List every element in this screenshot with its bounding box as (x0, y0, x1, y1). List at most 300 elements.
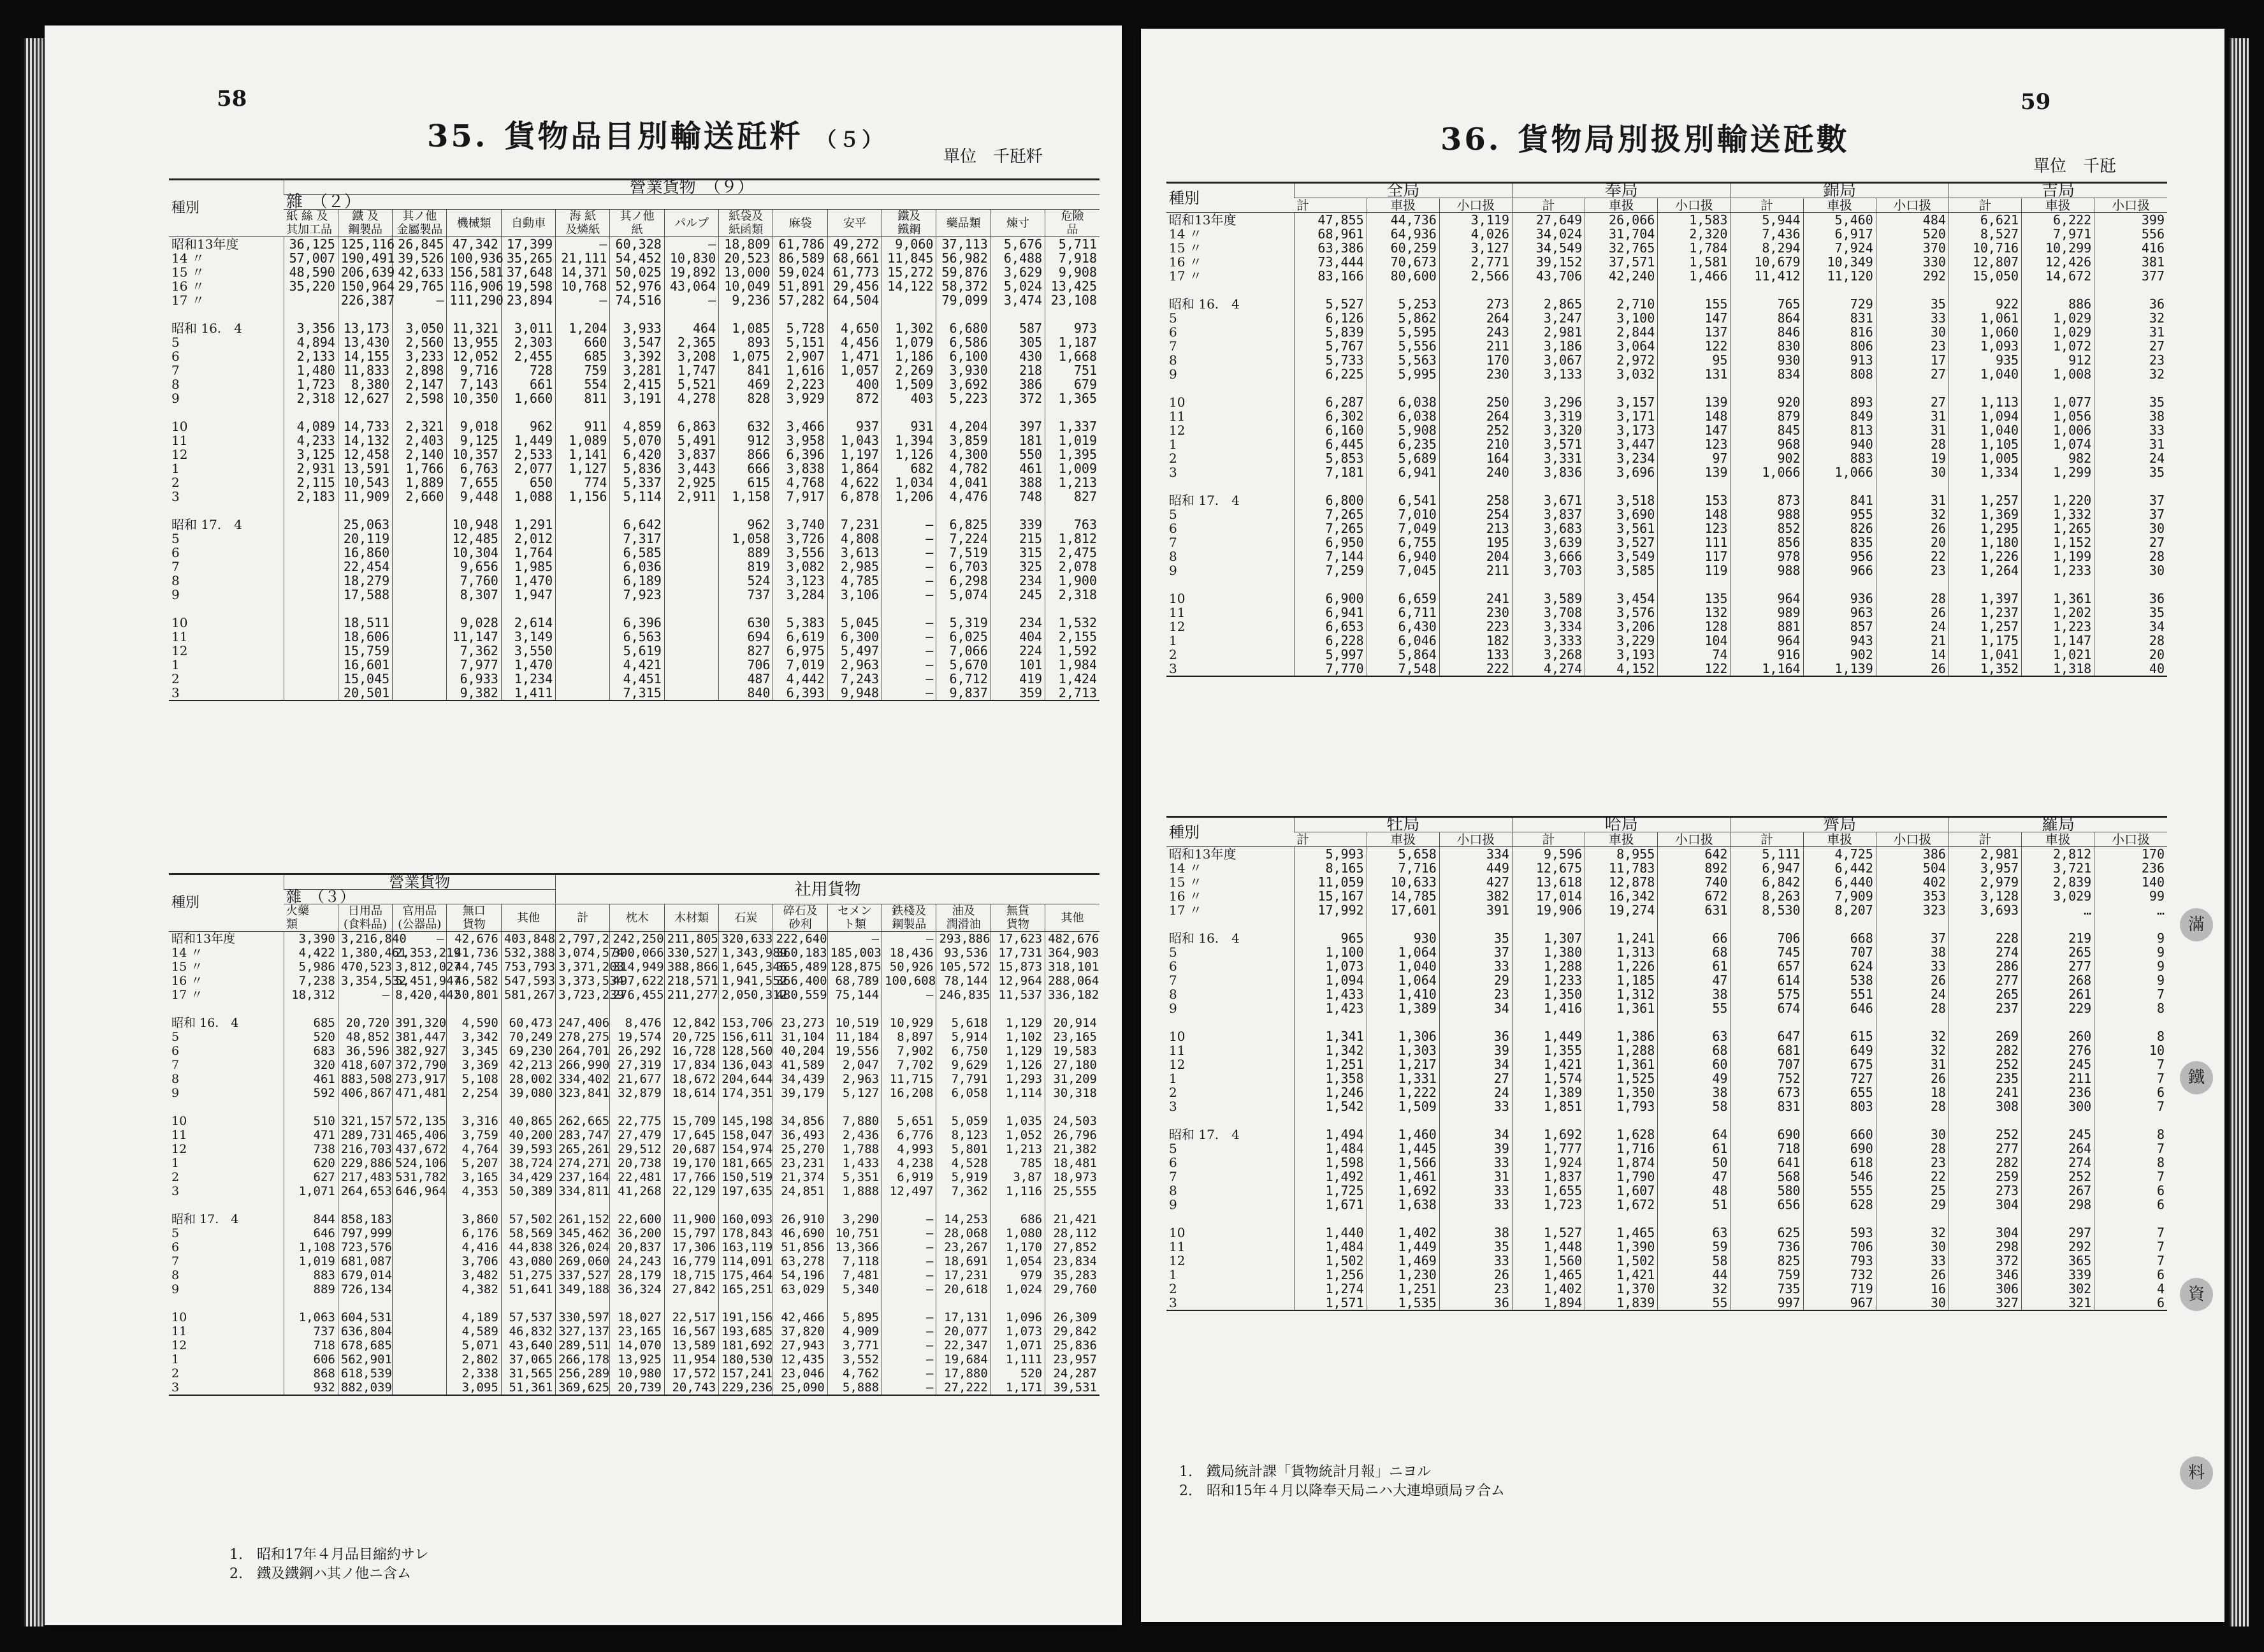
column-header: 鐵 及 鋼製品 (338, 210, 392, 237)
data-cell: 259 (1948, 1170, 2021, 1184)
spacer-cell (991, 1198, 1045, 1212)
data-cell: 38 (1876, 945, 1948, 959)
data-cell: 18,973 (1045, 1170, 1099, 1184)
data-cell: 10,049 (719, 279, 773, 293)
title-text: 貨物品目別輸送瓩粁 (504, 119, 803, 154)
data-cell: 6,659 (1367, 591, 1439, 605)
data-cell: 293,886 (936, 932, 991, 946)
data-cell: 35 (1876, 297, 1948, 311)
data-cell: 728 (501, 363, 555, 377)
data-cell: 2,865 (1512, 297, 1585, 311)
spacer-cell (827, 1100, 882, 1114)
data-cell: 25,836 (1045, 1338, 1099, 1352)
data-cell: 940 (1803, 437, 1876, 451)
table-row (1166, 1184, 2167, 1198)
table-row (169, 546, 1099, 560)
data-cell: 252 (1439, 423, 1512, 437)
data-cell (556, 686, 610, 700)
data-cell: 1,402 (1367, 1226, 1439, 1240)
row-label: 3 (1169, 465, 1177, 480)
data-cell: 6,585 (610, 546, 664, 560)
data-cell: 3,074,574 (556, 946, 610, 960)
row-label: 8 (171, 573, 180, 588)
column-header: 車扱 (1803, 198, 1876, 213)
data-cell: — (882, 1338, 936, 1352)
table-row (169, 1030, 1099, 1044)
spacer-cell (1803, 577, 1876, 591)
data-cell: 641 (1731, 1156, 1803, 1170)
table-row (1166, 1268, 2167, 1282)
data-cell: 1,350 (1585, 1085, 1658, 1099)
table-row (169, 1044, 1099, 1058)
spacer-cell (338, 1198, 392, 1212)
data-cell: 23 (1439, 1282, 1512, 1296)
spacer-cell (719, 405, 773, 419)
row-label: 9 (171, 1282, 180, 1296)
data-cell: — (556, 293, 610, 307)
data-cell: 31,104 (773, 1030, 827, 1044)
data-cell: 3,696 (1585, 465, 1658, 479)
data-cell: 2,403 (393, 433, 447, 447)
data-cell: 23 (2094, 353, 2167, 367)
data-cell: 11,059 (1294, 875, 1367, 889)
data-cell: 1,793 (1585, 1099, 1658, 1113)
data-cell: 28,112 (1045, 1226, 1099, 1240)
data-cell: 1,480 (284, 363, 338, 377)
row-label: 17 〃 (1169, 268, 1202, 284)
data-cell: 955 (1803, 507, 1876, 521)
library-stamp: 滿 (2180, 908, 2213, 941)
row-label: 8 (171, 1268, 180, 1282)
table-row (1166, 549, 2167, 563)
data-cell: — (882, 686, 936, 700)
data-cell: 3,589 (1512, 591, 1585, 605)
data-cell: 300 (2022, 1099, 2094, 1113)
data-cell: 3,392 (610, 349, 664, 363)
data-cell: 264,701 (556, 1044, 610, 1058)
data-cell: 1,116 (991, 1184, 1045, 1198)
data-cell: 902 (1731, 451, 1803, 465)
data-cell: 63 (1658, 1029, 1731, 1043)
data-cell: 44,736 (1367, 213, 1439, 228)
data-cell: 1,460 (1367, 1127, 1439, 1141)
data-cell: 856 (1731, 535, 1803, 549)
spacer-cell (1367, 283, 1439, 297)
spacer-cell (1948, 917, 2021, 931)
row-label: 11 (1169, 1043, 1186, 1058)
data-cell: 23,165 (610, 1324, 664, 1338)
data-cell: 846 (1731, 325, 1803, 339)
data-cell: 11,909 (338, 489, 392, 504)
data-cell: 3,354,532 (338, 974, 392, 988)
data-cell: 6,586 (936, 335, 991, 349)
spacer-cell (2094, 917, 2167, 931)
data-cell: 268 (2022, 973, 2094, 987)
data-cell: 243 (1439, 325, 1512, 339)
data-cell: 2,660 (393, 489, 447, 504)
data-cell: 6,235 (1367, 437, 1439, 451)
data-cell: 1,057 (827, 363, 882, 377)
data-cell: 13,925 (610, 1352, 664, 1366)
row-label: 8 (171, 377, 180, 392)
spacer-row (1166, 577, 2167, 591)
data-cell: 4,650 (827, 321, 882, 335)
data-cell: 47,855 (1294, 213, 1367, 228)
bureau-header: 齊局 (1731, 817, 1948, 832)
data-cell: 5,986 (284, 960, 338, 974)
data-cell: — (882, 644, 936, 658)
spacer-cell (936, 504, 991, 518)
table-36-upper (1166, 182, 2167, 677)
data-cell: 406,867 (338, 1086, 392, 1100)
data-cell: 386 (1876, 847, 1948, 862)
data-cell: 7,924 (1803, 241, 1876, 255)
data-cell: 3,268 (1512, 648, 1585, 662)
data-cell: 404 (991, 630, 1045, 644)
data-cell: 370 (1876, 241, 1948, 255)
row-label: 11 (171, 433, 188, 448)
column-header: 石炭 (719, 904, 773, 932)
data-cell: 37 (2094, 507, 2167, 521)
data-cell: 60,473 (501, 1016, 555, 1030)
data-cell (393, 532, 447, 546)
data-cell (393, 1380, 447, 1395)
table-row (1166, 634, 2167, 648)
row-label: 10 (1169, 1029, 1186, 1044)
data-cell: 33 (1439, 1184, 1512, 1198)
data-cell: 1,288 (1512, 959, 1585, 973)
column-header: 枕木 (610, 904, 664, 932)
data-cell: 5,801 (936, 1142, 991, 1156)
data-cell: 79,099 (936, 293, 991, 307)
data-cell: 5,839 (1294, 325, 1367, 339)
data-cell: 1,888 (827, 1184, 882, 1198)
data-cell: 642 (1658, 847, 1731, 862)
spacer-cell (1294, 479, 1367, 493)
row-label: 7 (171, 1058, 180, 1072)
column-header: 紙袋及 紙函類 (719, 210, 773, 237)
data-cell: 269 (1948, 1029, 2021, 1043)
data-cell: 1,864 (827, 461, 882, 475)
data-cell: 4,782 (936, 461, 991, 475)
data-cell: 6,038 (1367, 395, 1439, 409)
data-cell: 57,282 (773, 293, 827, 307)
spacer-cell (393, 504, 447, 518)
data-cell: 803 (1803, 1099, 1876, 1113)
spacer-cell (936, 307, 991, 321)
data-cell: 886 (2022, 297, 2094, 311)
data-cell: 8,207 (1803, 903, 1876, 917)
data-cell: 964 (1731, 634, 1803, 648)
data-cell: 2,133 (284, 349, 338, 363)
data-cell: 12,878 (1585, 875, 1658, 889)
spacer-cell (1294, 1212, 1367, 1226)
unit-label: 單位 千瓩粁 (943, 147, 1043, 166)
data-cell: 17,014 (1512, 889, 1585, 903)
data-cell: 11,120 (1803, 269, 1876, 283)
row-label: 5 (1169, 507, 1177, 522)
data-cell: 128,560 (719, 1044, 773, 1058)
data-cell: 4,894 (284, 335, 338, 349)
spacer-cell (2094, 479, 2167, 493)
data-cell (284, 532, 338, 546)
data-cell (284, 630, 338, 644)
spacer-cell (1166, 1113, 1294, 1127)
data-cell: 3,316 (447, 1114, 501, 1128)
row-label: 11 (171, 1128, 187, 1142)
data-cell: 4,421 (610, 658, 664, 672)
spacer-cell (1585, 283, 1658, 297)
data-cell: 37,571 (1585, 255, 1658, 269)
column-header: 機械類 (447, 210, 501, 237)
data-cell: 28 (1876, 591, 1948, 605)
table-row (1166, 1170, 2167, 1184)
spacer-cell (1045, 602, 1099, 616)
data-cell: 7,045 (1367, 563, 1439, 577)
data-cell: 912 (2022, 353, 2094, 367)
data-cell: 234 (991, 574, 1045, 588)
spacer-cell (719, 307, 773, 321)
data-cell: 1,984 (1045, 658, 1099, 672)
data-cell: 1,185 (1585, 973, 1658, 987)
data-cell: 11,783 (1585, 861, 1658, 875)
data-cell: 882,039 (338, 1380, 392, 1395)
data-cell (393, 1240, 447, 1254)
data-cell: 46,582 (447, 974, 501, 988)
data-cell: 24 (1876, 620, 1948, 634)
data-cell: 1,234 (501, 672, 555, 686)
data-cell: 58 (1658, 1254, 1731, 1268)
data-cell: 12,807 (1948, 255, 2021, 269)
data-cell: 19,598 (501, 279, 555, 293)
spacer-cell (169, 1100, 284, 1114)
data-cell: 10,948 (447, 518, 501, 532)
spacer-cell (393, 1296, 447, 1310)
spacer-cell (719, 1002, 773, 1016)
data-cell: 95 (1658, 353, 1731, 367)
data-cell: 372 (1948, 1254, 2021, 1268)
data-cell: 18,672 (664, 1072, 718, 1086)
data-cell: 30 (1876, 325, 1948, 339)
spacer-row (1166, 381, 2167, 395)
data-cell: 732 (1803, 1268, 1876, 1282)
data-cell: — (664, 293, 718, 307)
data-cell: 6,038 (1367, 409, 1439, 423)
data-cell: 4,238 (882, 1156, 936, 1170)
notes (229, 1546, 429, 1584)
spacer-row (169, 1100, 1099, 1114)
data-cell: 18,312 (284, 988, 338, 1002)
data-cell: 345,462 (556, 1226, 610, 1240)
row-label: 6 (1169, 1155, 1177, 1170)
spacer-cell (610, 405, 664, 419)
data-cell: 5,895 (827, 1310, 882, 1324)
data-cell: 20,720 (338, 1016, 392, 1030)
data-cell: 1,230 (1367, 1268, 1439, 1282)
data-cell: 27,180 (1045, 1058, 1099, 1072)
data-cell: 381 (2094, 255, 2167, 269)
title-suffix: （５） (816, 127, 885, 152)
data-cell: 6,058 (936, 1086, 991, 1100)
data-cell: 1,005 (1948, 451, 2021, 465)
column-header: 其ノ他 紙 (610, 210, 664, 237)
spacer-cell (1294, 577, 1367, 591)
data-cell: 3,547 (610, 335, 664, 349)
data-cell: 437,672 (393, 1142, 447, 1156)
column-header: 車扱 (1803, 832, 1876, 847)
data-cell: 1,692 (1367, 1184, 1439, 1198)
spacer-cell (664, 1296, 718, 1310)
column-header: パルプ (664, 210, 718, 237)
data-cell: 2,318 (284, 391, 338, 405)
data-cell: 1,226 (1585, 959, 1658, 973)
data-cell: 1,361 (2022, 591, 2094, 605)
data-cell: — (882, 532, 936, 546)
spacer-cell (501, 504, 555, 518)
data-cell: 655 (1803, 1085, 1876, 1099)
spacer-cell (1731, 479, 1803, 493)
data-cell: 679,014 (338, 1268, 392, 1282)
data-cell: 4,476 (936, 489, 991, 504)
data-cell: 264 (1439, 409, 1512, 423)
data-cell: 219 (2022, 931, 2094, 945)
data-cell: 3,859 (936, 433, 991, 447)
data-cell (284, 546, 338, 560)
data-cell: 41,736 (447, 946, 501, 960)
data-cell (284, 644, 338, 658)
data-cell: 4,382 (447, 1282, 501, 1296)
data-cell: 1,466 (1658, 269, 1731, 283)
data-cell: 1,416 (1512, 1001, 1585, 1015)
data-cell: 26 (1439, 1268, 1512, 1282)
data-cell: 153,706 (719, 1016, 773, 1030)
bureau-header: 錦局 (1731, 183, 1948, 198)
data-cell: 1,147 (2022, 634, 2094, 648)
data-cell: 683 (284, 1044, 338, 1058)
data-cell (556, 658, 610, 672)
data-cell: 213 (1439, 521, 1512, 535)
row-label: 15 〃 (171, 960, 203, 974)
spacer-cell (1166, 283, 1294, 297)
spacer-cell (1367, 479, 1439, 493)
data-cell: 23 (1876, 1156, 1948, 1170)
data-cell: 283,747 (556, 1128, 610, 1142)
data-cell: 23,957 (1045, 1352, 1099, 1366)
data-cell: 11,321 (447, 321, 501, 335)
data-cell: 116,906 (447, 279, 501, 293)
data-cell: 27,479 (610, 1128, 664, 1142)
data-cell: 128,875 (827, 960, 882, 974)
data-cell: 17,588 (338, 588, 392, 602)
data-cell: 119 (1658, 563, 1731, 577)
data-cell: 4,456 (827, 335, 882, 349)
data-cell: 37,065 (501, 1352, 555, 1366)
data-cell: 16,728 (664, 1044, 718, 1058)
data-cell (284, 560, 338, 574)
data-cell (556, 644, 610, 658)
data-cell: 12,627 (338, 391, 392, 405)
data-cell: 32 (1658, 1282, 1731, 1296)
data-cell (284, 686, 338, 700)
data-cell: 26 (1876, 605, 1948, 620)
data-cell: 3,726 (773, 532, 827, 546)
row-label: 12 (171, 1338, 187, 1352)
data-cell: 128 (1658, 620, 1731, 634)
data-cell: 19,684 (936, 1352, 991, 1366)
data-cell: 206,639 (338, 265, 392, 279)
data-cell: 3,740 (773, 518, 827, 532)
data-cell: 230 (1439, 367, 1512, 381)
data-cell: 7,238 (284, 974, 338, 988)
spacer-cell (1367, 577, 1439, 591)
data-cell: 1,424 (1045, 672, 1099, 686)
data-cell: 20 (2094, 648, 2167, 662)
data-cell: 269,060 (556, 1254, 610, 1268)
data-cell: 630 (719, 616, 773, 630)
row-label: 1 (1169, 633, 1177, 648)
data-cell: 7,049 (1367, 521, 1439, 535)
data-cell: 386 (991, 377, 1045, 391)
page-number: 58 (217, 86, 247, 112)
column-header: 安平 (827, 210, 882, 237)
data-cell: 34,024 (1512, 227, 1585, 241)
data-cell: — (882, 932, 936, 946)
data-cell: 237,164 (556, 1170, 610, 1184)
data-cell: 60 (1658, 1057, 1731, 1071)
data-cell: 133 (1439, 648, 1512, 662)
spacer-cell (1166, 479, 1294, 493)
spacer-cell (610, 1198, 664, 1212)
data-cell: 182 (1439, 634, 1512, 648)
data-cell (556, 630, 610, 644)
spacer-cell (1367, 917, 1439, 931)
data-cell: 3,149 (501, 630, 555, 644)
data-cell: 6,442 (1803, 861, 1876, 875)
data-cell: 830 (1731, 339, 1803, 353)
data-cell: 56,982 (936, 251, 991, 265)
table-row (1166, 1141, 2167, 1156)
data-cell: 276,455 (610, 988, 664, 1002)
data-cell: 593 (1803, 1226, 1876, 1240)
data-cell: 204,644 (719, 1072, 773, 1086)
data-cell: 8,420,442 (393, 988, 447, 1002)
data-cell: 827 (719, 644, 773, 658)
data-cell: 1,449 (1512, 1029, 1585, 1043)
data-cell: 5,521 (664, 377, 718, 391)
data-cell: 449 (1439, 861, 1512, 875)
data-cell: 1,071 (284, 1184, 338, 1198)
data-cell: 22 (1876, 549, 1948, 563)
data-cell: 353 (1876, 889, 1948, 903)
table-row (169, 532, 1099, 546)
data-cell: 104 (1658, 634, 1731, 648)
data-cell: 2,321 (393, 419, 447, 433)
data-cell: 968 (1731, 437, 1803, 451)
spacer-row (169, 1296, 1099, 1310)
data-cell: 265 (2022, 945, 2094, 959)
table-35-lower (169, 873, 1099, 1396)
data-cell: 18,614 (664, 1086, 718, 1100)
data-cell: 48,590 (284, 265, 338, 279)
data-cell: 26,292 (610, 1044, 664, 1058)
data-cell (556, 532, 610, 546)
data-cell: 148 (1658, 507, 1731, 521)
row-label: 5 (171, 1226, 180, 1240)
data-cell: 5,497 (827, 644, 882, 658)
data-cell: 1,246 (1294, 1085, 1367, 1099)
data-cell: 330,527 (664, 946, 718, 960)
data-cell: 32 (1876, 1043, 1948, 1057)
